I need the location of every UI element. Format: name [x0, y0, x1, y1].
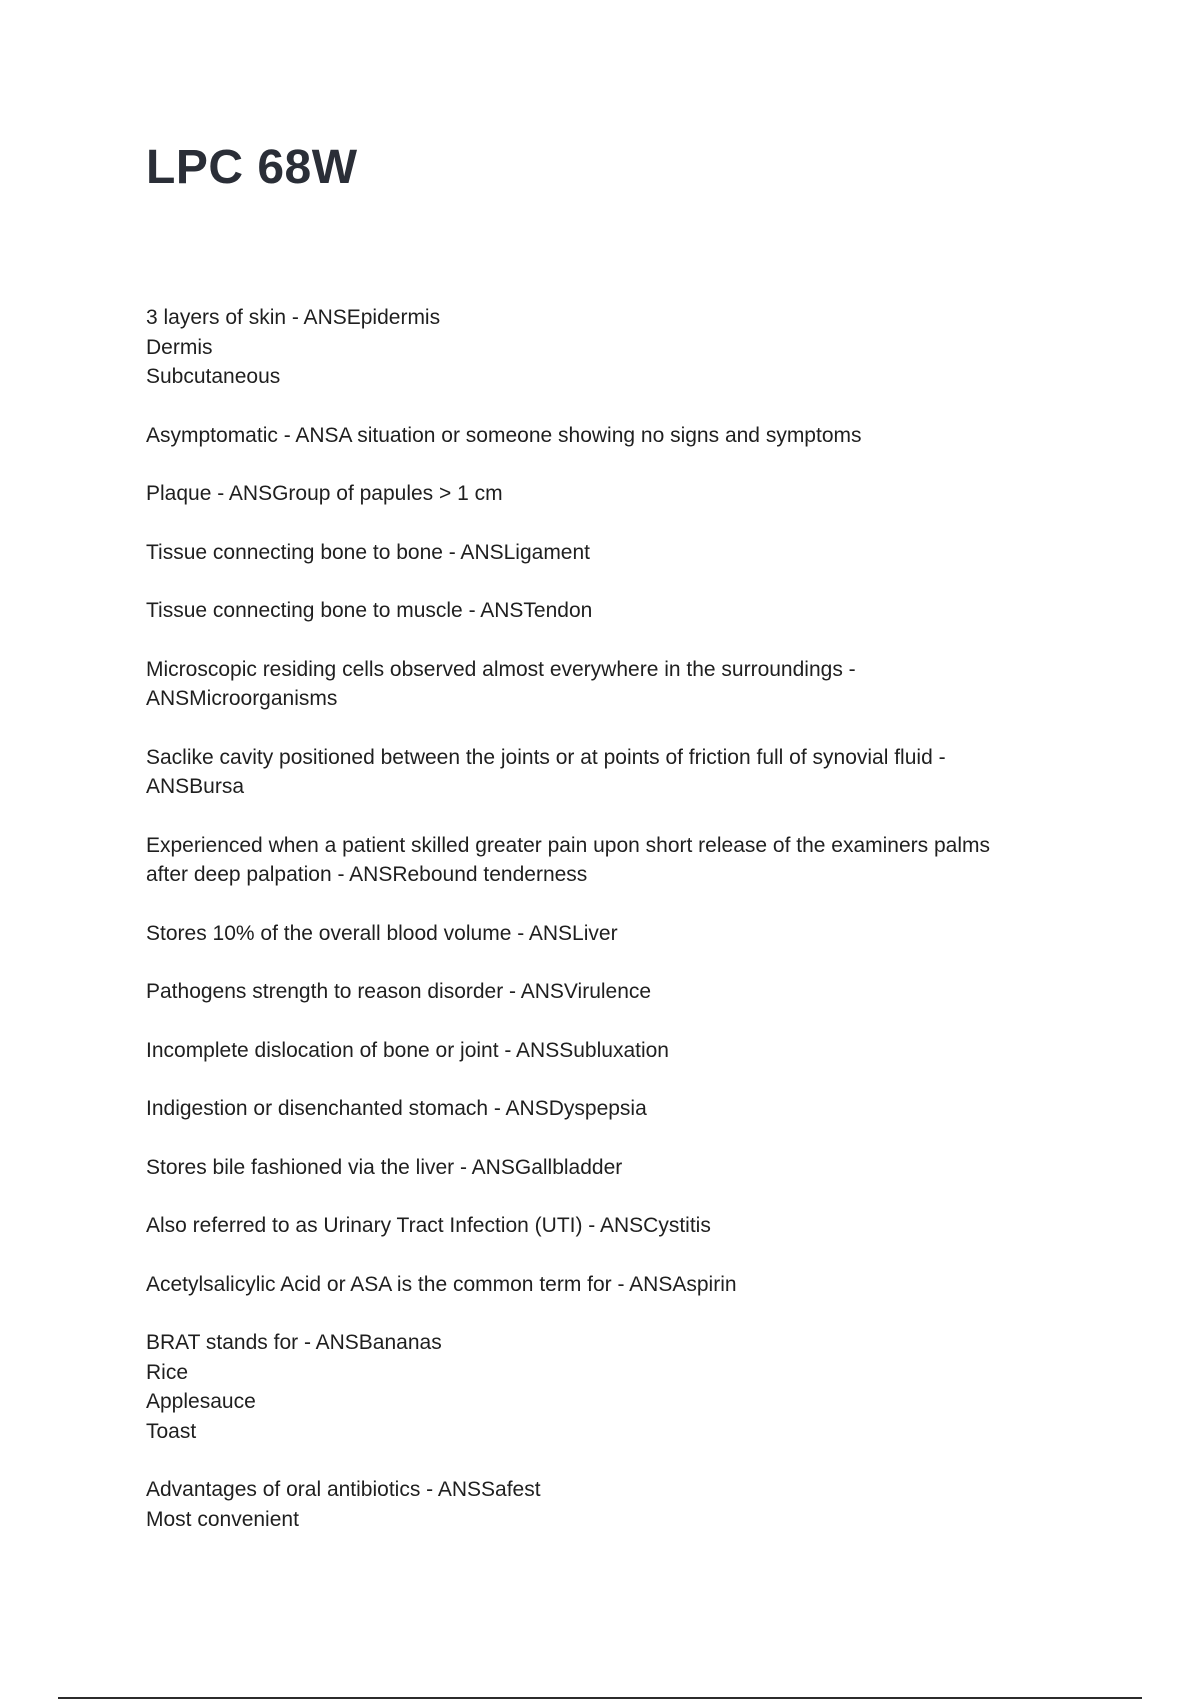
list-item: Saclike cavity positioned between the joints or at points of friction full of synovial fluid - ANSBursa	[146, 745, 946, 798]
qa-list	[146, 303, 1066, 1563]
list-item: Tissue connecting bone to muscle - ANSTendon	[146, 599, 593, 622]
list-item: Acetylsalicylic Acid or ASA is the common term for - ANSAspirin	[146, 1272, 737, 1296]
list-item: BRAT stands for - ANSBananas Rice Applesauce Toast	[146, 1331, 442, 1443]
list-item: Plaque - ANSGroup of papules > 1 cm	[146, 482, 503, 505]
list-item: Stores 10% of the overall blood volume - ANSLiver	[146, 921, 618, 945]
list-item: Indigestion or disenchanted stomach - ANSDyspepsia	[146, 1097, 647, 1120]
list-item: Pathogens strength to reason disorder - ANSVirulence	[146, 980, 652, 1003]
list-item: Microscopic residing cells observed almost everywhere in the surroundings - ANSMicroorganisms	[146, 657, 856, 710]
list-item: Tissue connecting bone to bone - ANSLigament	[146, 540, 591, 564]
list-item: Incomplete dislocation of bone or joint - ANSSubluxation	[146, 1038, 669, 1062]
list-item: Stores bile fashioned via the liver - ANSGallbladder	[146, 1155, 623, 1179]
footer-divider	[58, 1697, 1142, 1699]
list-item: Advantages of oral antibiotics - ANSSafest Most convenient	[146, 1478, 541, 1531]
list-item: Also referred to as Urinary Tract Infection (UTI) - ANSCystitis	[146, 1214, 711, 1237]
list-item: Asymptomatic - ANSA situation or someone showing no signs and symptoms	[146, 423, 862, 447]
list-item: 3 layers of skin - ANSEpidermis Dermis Subcutaneous	[146, 306, 441, 388]
page-title: LPC 68W	[146, 141, 358, 194]
list-item: Experienced when a patient skilled greater pain upon short release of the examiners palms after deep palpation - ANSRebound tenderness	[146, 833, 990, 886]
